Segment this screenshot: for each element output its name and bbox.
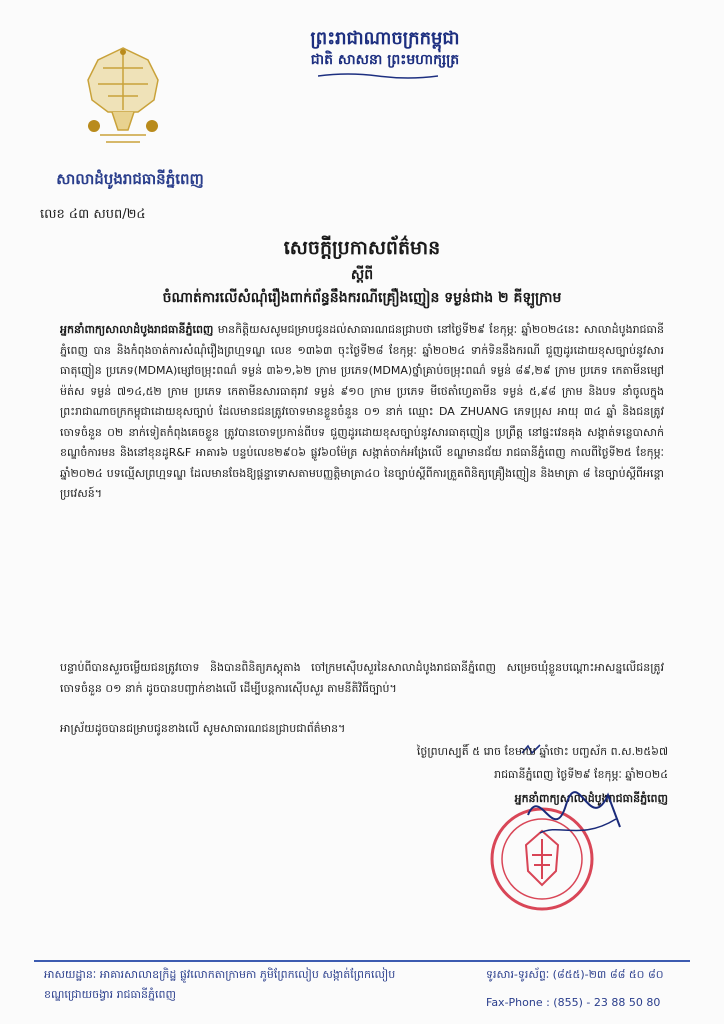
paragraph-1-text: មានកិត្តិយសសូមជម្រាបជូនដល់សាធារណជនជ្រាបថា នៅថ្ងៃទី២៩ ខែកុម្ភៈ ឆ្នាំ២០២៤នេះ សាលាដំបូងរាជធានីភ្នំពេញ បាន និងកំពុងចាត់ការសំណុំរឿងព្រហ្មទណ្ឌ លេខ ១៣៦៣ ចុះថ្ងៃទី២៨ ខែកុម្ភៈ ឆ្នាំ២០២៤ ទាក់ទិននឹងករណី ជួញដូរដោយខុសច្បាប់នូវសារធាតុញៀន ប្រភេទ(MDMA)ម្សៅចម្រុះពណ៌ ទម្ងន់ ៣៦១,៦២ ក្រាម ប្រភេទ(MDMA)ថ្នាំគ្រាប់ចម្រុះពណ៌ ទម្ងន់ ៨៩,២៩ ក្រាម ប្រភេទ កេតាមីនម្សៅម៉ត់ស ទម្ងន់ ៧១៤,៥២ ក្រាម ប្រភេទ កេតាមីនសារធាតុរាវ ទម្ងន់ ៩១០ ក្រាម ប្រភេទ មីថេតាំហ្វេតាមីន ទម្ងន់ ៥,៩៨ ក្រាម និងបទ នាំចូលក្នុងព្រះរាជាណាចក្រកម្ពុជាដោយខុសច្បាប់ ដែលមានជនត្រូវចោទមានខ្លួនចំនួន ០១ នាក់ ឈ្មោះ DA ZHUANG ភេទប្រុស អាយុ ៣៤ ឆ្នាំ និងជនត្រូវចោទចំនួន ០២ នាក់ទៀតកំពុងគេចខ្លួន ត្រូវបានចោទប្រកាន់ពីបទ ជួញដូរដោយខុសច្បាប់នូវសារធាតុញៀន ប្រព្រឹត្ត នៅផ្ទះវេនគុង សង្កាត់ទន្លេបាសាក់ ខណ្ឌចំការមន និងនៅខុនដូR&F អាគារ៦ បន្ទប់លេខ២៩០៦ ផ្លូវ៦០ម៉ែត្រ សង្កាត់ចាក់អង្រែលើ ខណ្ឌមានជ័យ រាជធានីភ្នំពេញ កាលពីថ្ងៃទី២៥ ខែកុម្ភៈ ឆ្នាំ២០២៤ បទល្មើសព្រហ្មទណ្ឌ ដែលមានចែងឱ្យផ្តន្ទាទោសតាមបញ្ញត្តិមាត្រា៤០ នៃច្បាប់ស្តីពីការត្រួតពិនិត្យគ្រឿងញៀន និងមាត្រា ៨ នៃច្បាប់ស្តីពីអន្តោប្រវេសន៍។ xyxy=(60,323,664,500)
court-name: សាលាដំបូងរាជធានីភ្នំពេញ xyxy=(56,170,204,188)
signatory-title: អ្នកនាំពាក្យសាលាដំបូងរាជធានីភ្នំពេញ xyxy=(514,792,668,805)
footer-address-line2: ខណ្ឌជ្រោយចង្វារ រាជធានីភ្នំពេញ xyxy=(44,988,176,1001)
paragraph-1 xyxy=(60,320,664,648)
ornament-divider-icon xyxy=(318,72,438,80)
title-about: ស្តីពី xyxy=(350,267,374,283)
royal-emblem-icon xyxy=(78,40,168,160)
paragraph-2: បន្ទាប់ពីបានសួរចម្លើយជនត្រូវចោទ និងបានពិនិត្យភស្តុតាង ចៅក្រមស៊ើបសួរនៃសាលាដំបូងរាជធានីភ្នំពេញ សម្រេចឃុំខ្លួនបណ្តោះអាសន្នលើជនត្រូវចោទចំនួន ០១ នាក់ ដូចបានបញ្ជាក់ខាងលើ ដើម្បីបន្តការស៊ើបសួរ តាមនីតិវិធីច្បាប់។ xyxy=(60,661,664,695)
kingdom-heading: ព្រះរាជាណាចក្រកម្ពុជា xyxy=(310,28,460,49)
date-lunar: ថ្ងៃព្រហស្បតិ៍ ៥ រោច ខែមាឃ ឆ្នាំថោះ បញ្ចស័ក ព.ស.២៥៦៧ xyxy=(416,745,668,758)
footer-phone-khmer: ទូរសារ-ទូរស័ព្ទៈ (៨៥៥)-២៣ ៨៨ ៥០ ៨០ xyxy=(486,968,664,981)
national-motto: ជាតិ សាសនា ព្រះមហាក្សត្រ xyxy=(310,52,460,68)
footer-address-line1: អាសយដ្ឋានៈ អាគារសាលាឧក្រិដ្ឋ ផ្លូវលោកតាក្រាមកា ភូមិព្រែកលៀប សង្កាត់ព្រែកលៀប xyxy=(44,968,396,981)
reference-number: លេខ ៤៣ សបព/២៤ xyxy=(40,207,146,222)
paragraph-1-lead: អ្នកនាំពាក្យសាលាដំបូងរាជធានីភ្នំពេញ xyxy=(60,323,214,336)
footer-divider xyxy=(34,960,690,962)
date-place: រាជធានីភ្នំពេញ ថ្ងៃទី២៩ ខែកុម្ភៈ ឆ្នាំ២០២៤ xyxy=(494,768,668,781)
paragraph-3: អាស្រ័យដូចបានជម្រាបជូនខាងលើ សូមសាធារណជនជ្រាបជាព័ត៌មាន។ xyxy=(60,722,346,735)
signature-icon xyxy=(520,775,630,855)
document-subject: ចំណាត់ការលើសំណុំរឿងពាក់ព័ន្ធនឹងករណីគ្រឿងញៀន ទម្ងន់ជាង ២ គីឡូក្រាម xyxy=(162,290,562,306)
footer-fax-phone: Fax-Phone : (855) - 23 88 50 80 xyxy=(486,996,661,1009)
document-title: សេចក្តីប្រកាសព័ត៌មាន xyxy=(283,237,441,259)
